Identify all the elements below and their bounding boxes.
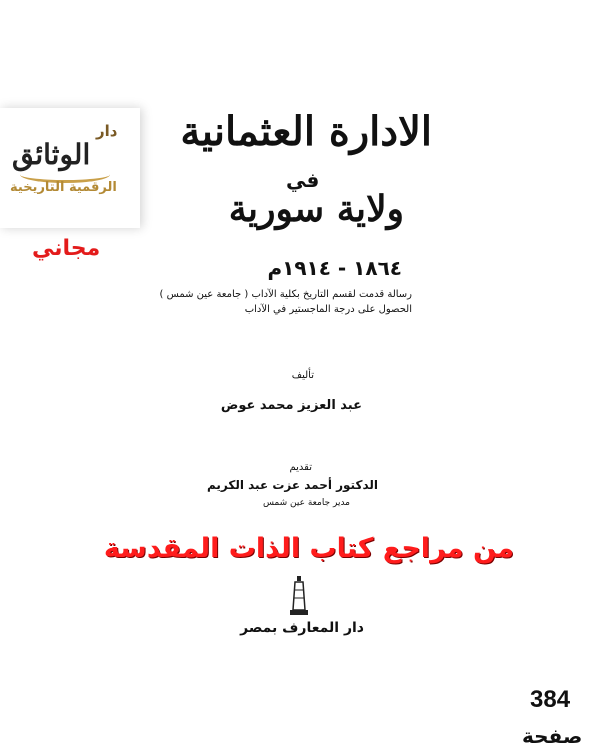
logo-subtitle-text: الرقمية التاريخية — [10, 180, 117, 195]
introduction-label: تقديم — [289, 462, 312, 473]
publisher-name: دار المعارف بمصر — [240, 620, 364, 636]
publisher-logo — [0, 108, 140, 228]
presenter-role: مدير جامعة عين شمس — [262, 498, 350, 508]
lighthouse-icon — [288, 574, 310, 618]
book-title-line2: ولاية سورية — [228, 188, 404, 230]
reference-banner: من مراجع كتاب الذات المقدسة — [103, 533, 514, 564]
thesis-description-line1: رسالة قدمت لقسم التاريخ بكلية الآداب ( جامعة عين شمس ) — [159, 289, 412, 300]
author-label: تأليف — [291, 370, 314, 381]
book-title-line1: الادارة العثمانية — [180, 108, 432, 155]
presenter-name: الدكتور أحمد عزت عبد الكريم — [206, 478, 378, 492]
book-years: ١٨٦٤ - ١٩١٤م — [267, 256, 402, 280]
page-count-unit: صفحة — [522, 724, 583, 748]
free-badge: مجاني — [32, 236, 101, 261]
thesis-description-line2: الحصول على درجة الماجستير في الآداب — [244, 304, 412, 315]
author-name: عبد العزيز محمد عوض — [220, 398, 362, 413]
logo-dar-text: دار — [96, 122, 118, 140]
page-count: 384 — [530, 686, 571, 713]
logo-name-text: الوثائق — [12, 138, 91, 171]
title-connector: في — [286, 168, 320, 192]
